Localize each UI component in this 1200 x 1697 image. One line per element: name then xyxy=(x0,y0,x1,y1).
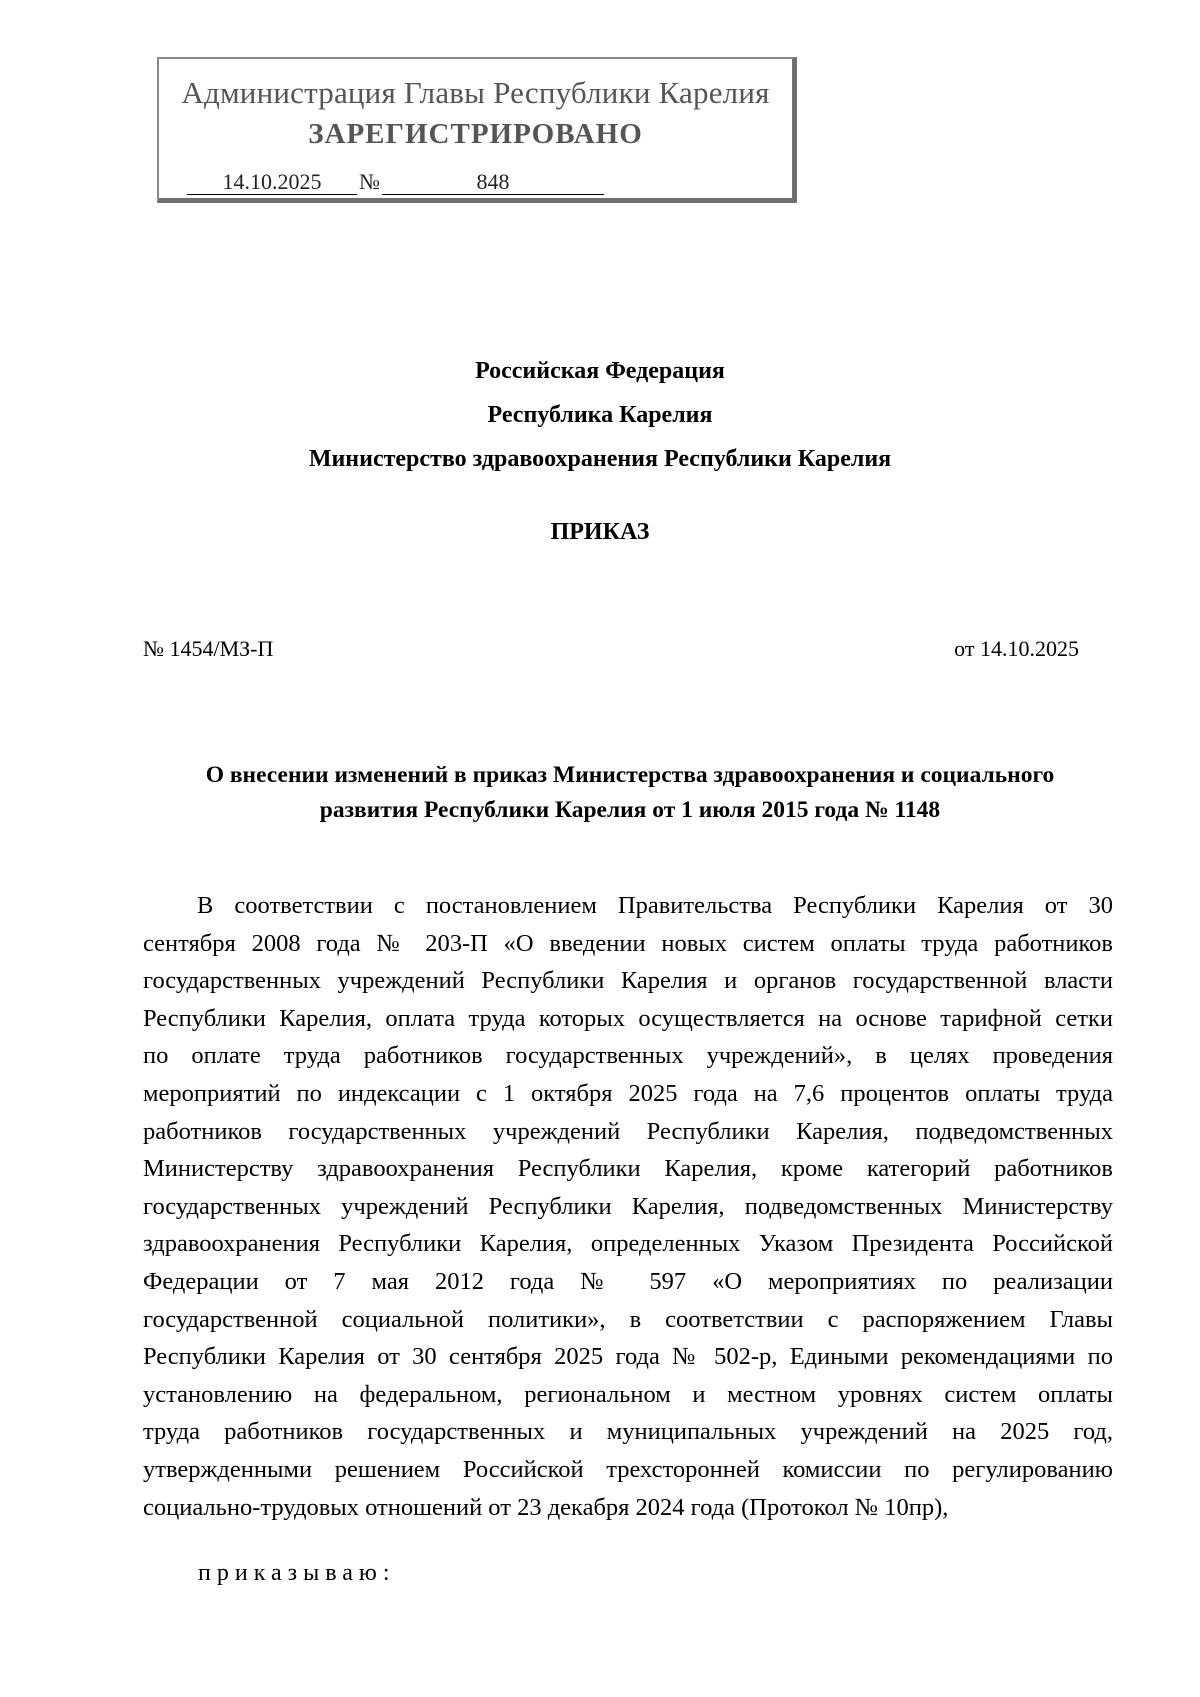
stamp-date: 14.10.2025 xyxy=(187,170,357,195)
document-body xyxy=(143,887,1113,1526)
body-line: социально-трудовых отношений от 23 декабря 2024 года (Протокол № 10пр), xyxy=(143,1493,949,1521)
stamp-registration xyxy=(187,169,604,195)
order-number: № 1454/МЗ-П xyxy=(143,636,274,661)
body-line: труда работников государственных и муниципальных учреждений на 2025 год, xyxy=(143,1418,1113,1446)
body-line: мероприятий по индексации с 1 октября 2025 года на 7,6 процентов оплаты труда xyxy=(143,1079,1113,1107)
stamp-number: 848 xyxy=(382,170,604,195)
header-republic: Республика Карелия xyxy=(487,402,713,428)
body-line: Министерству здравоохранения Республики Карелия, кроме категорий работников xyxy=(143,1155,1113,1183)
header-ministry: Министерство здравоохранения Республики Карелия xyxy=(308,446,892,472)
body-line: государственной социальной политики», в соответствии с распоряжением Главы xyxy=(143,1305,1113,1333)
body-line: утвержденными решением Российской трехсторонней комиссии по регулированию xyxy=(143,1455,1113,1483)
order-word: приказываю: xyxy=(198,1560,396,1586)
stamp-status: ЗАРЕГИСТРИРОВАНО xyxy=(308,118,643,150)
order-date: от 14.10.2025 xyxy=(954,636,1079,661)
body-line: Федерации от 7 мая 2012 года № 597 «О мероприятиях по реализации xyxy=(143,1267,1113,1295)
document-title xyxy=(140,758,1120,828)
body-line: сентября 2008 года № 203-П «О введении новых систем оплаты труда работников xyxy=(143,929,1113,957)
body-line: здравоохранения Республики Карелия, определенных Указом Президента Российской xyxy=(143,1230,1113,1258)
stamp-org: Администрация Главы Республики Карелия xyxy=(181,75,770,110)
title-line-1: О внесении изменений в приказ Министерства здравоохранения и социального xyxy=(205,762,1055,788)
body-line: государственных учреждений Республики Карелия, подведомственных Министерству xyxy=(143,1192,1113,1220)
title-line-2: развития Республики Карелия от 1 июля 2015 года № 1148 xyxy=(319,797,941,823)
registration-stamp xyxy=(157,57,797,203)
body-line: Республики Карелия, оплата труда которых осуществляется на основе тарифной сетки xyxy=(143,1004,1113,1032)
body-line: В соответствии с постановлением Правительства Республики Карелия от 30 xyxy=(197,892,1113,919)
stamp-number-sign: № xyxy=(359,169,380,194)
body-line: установлению на федеральном, региональном и местном уровнях систем оплаты xyxy=(143,1380,1113,1408)
document-type: ПРИКАЗ xyxy=(550,519,650,545)
header-country: Российская Федерация xyxy=(475,358,725,384)
body-line: по оплате труда работников государственных учреждений», в целях проведения xyxy=(143,1042,1113,1070)
body-line: Республики Карелия от 30 сентября 2025 года № 502-р, Едиными рекомендациями по xyxy=(143,1343,1113,1371)
body-line: государственных учреждений Республики Карелия и органов государственной власти xyxy=(143,967,1113,995)
body-line: работников государственных учреждений Республики Карелия, подведомственных xyxy=(143,1117,1113,1145)
